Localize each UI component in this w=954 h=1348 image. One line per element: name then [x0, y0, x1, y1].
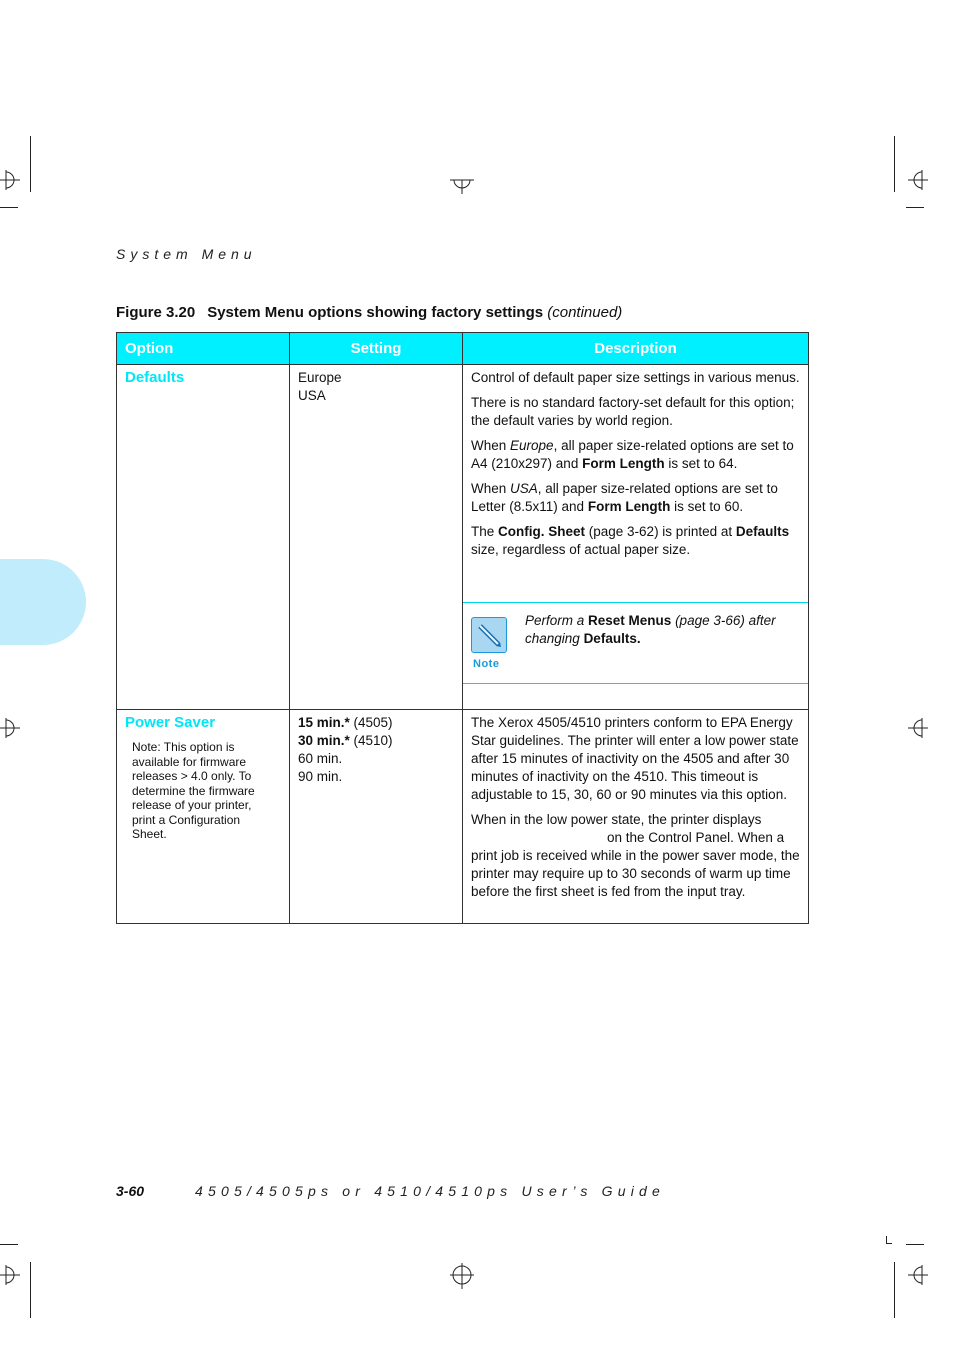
header-setting: Setting [290, 333, 463, 365]
header-option: Option [117, 333, 290, 365]
note-box [463, 602, 808, 684]
header-description: Description [463, 333, 809, 365]
description-paragraph: The Config. Sheet (page 3-62) is printed at Defaults size, regardless of actual paper size. [471, 524, 790, 557]
note-label: Note [473, 658, 500, 670]
option-cell [117, 710, 290, 924]
setting-value: 60 min. [298, 751, 343, 766]
registration-target-icon [904, 168, 928, 192]
crop-mark [894, 136, 895, 192]
system-menu-table [116, 332, 809, 924]
option-cell [117, 365, 290, 710]
setting-cell [290, 710, 463, 924]
description-cell [463, 710, 809, 924]
setting-value: USA [298, 388, 326, 403]
registration-target-icon [904, 716, 928, 740]
crop-mark [894, 1262, 895, 1318]
running-head: System Menu [116, 246, 257, 262]
figure-caption [116, 304, 622, 321]
registration-target-icon [448, 172, 472, 196]
table-header-row [117, 333, 809, 365]
registration-target-icon [0, 168, 24, 192]
description-paragraph: The Xerox 4505/4510 printers conform to EPA Energy Star guidelines. The printer will enter a low power state after 15 minutes of inactivity on the 4505 and after 30 minutes of inactivity on the 4510. This timeout is adjustable to 15, 30, 60 or 90 minutes via this option. [471, 715, 799, 802]
chapter-tab [0, 559, 86, 645]
footer-title: 4505/4505ps or 4510/4510ps User’s Guide [195, 1183, 666, 1199]
crop-mark [30, 1262, 31, 1318]
setting-value: 30 min.* (4510) [298, 733, 393, 748]
description-cell [463, 365, 809, 710]
setting-value: Europe [298, 370, 342, 385]
note-text: Perform a Reset Menus (page 3-66) after changing Defaults. [525, 613, 776, 646]
description-paragraph: There is no standard factory-set default for this option; the default varies by world region. [471, 395, 795, 428]
crop-mark [30, 136, 31, 192]
registration-target-icon [0, 716, 24, 740]
table-row-power-saver [117, 710, 809, 924]
description-paragraph: When in the low power state, the printer displays on the Control Panel. When a print job is received while in the power saver mode, the printer may require up to 30 seconds of warm up time before the first sheet is fed from the input tray. [471, 812, 800, 899]
table-row-defaults [117, 365, 809, 710]
description-paragraph: When USA, all paper size-related options are set to Letter (8.5x11) and Form Length is set to 60. [471, 481, 778, 514]
pencil-note-icon [471, 617, 507, 653]
option-name-power-saver: Power Saver [125, 714, 216, 731]
option-note: Note: This option is available for firmware releases > 4.0 only. To determine the firmware release of your printer, print a Configuration Sheet. [132, 740, 255, 841]
description-paragraph: When Europe, all paper size-related options are set to A4 (210x297) and Form Length is set to 64. [471, 438, 794, 471]
crop-mark [886, 1243, 892, 1244]
crop-mark [0, 207, 18, 208]
registration-target-icon [448, 1262, 472, 1286]
setting-value: 90 min. [298, 769, 343, 784]
setting-value: 15 min.* (4505) [298, 715, 393, 730]
figure-continued: (continued) [547, 304, 623, 321]
page-number: 3-60 [116, 1183, 145, 1199]
figure-title: System Menu options showing factory settings [207, 304, 544, 321]
crop-mark [0, 1244, 18, 1245]
figure-number: Figure 3.20 [116, 304, 196, 321]
registration-target-icon [904, 1263, 928, 1287]
setting-cell [290, 365, 463, 710]
registration-target-icon [0, 1263, 24, 1287]
option-name-defaults: Defaults [125, 369, 185, 386]
crop-mark [906, 207, 924, 208]
description-paragraph: Control of default paper size settings in various menus. [471, 370, 800, 385]
crop-mark [906, 1244, 924, 1245]
